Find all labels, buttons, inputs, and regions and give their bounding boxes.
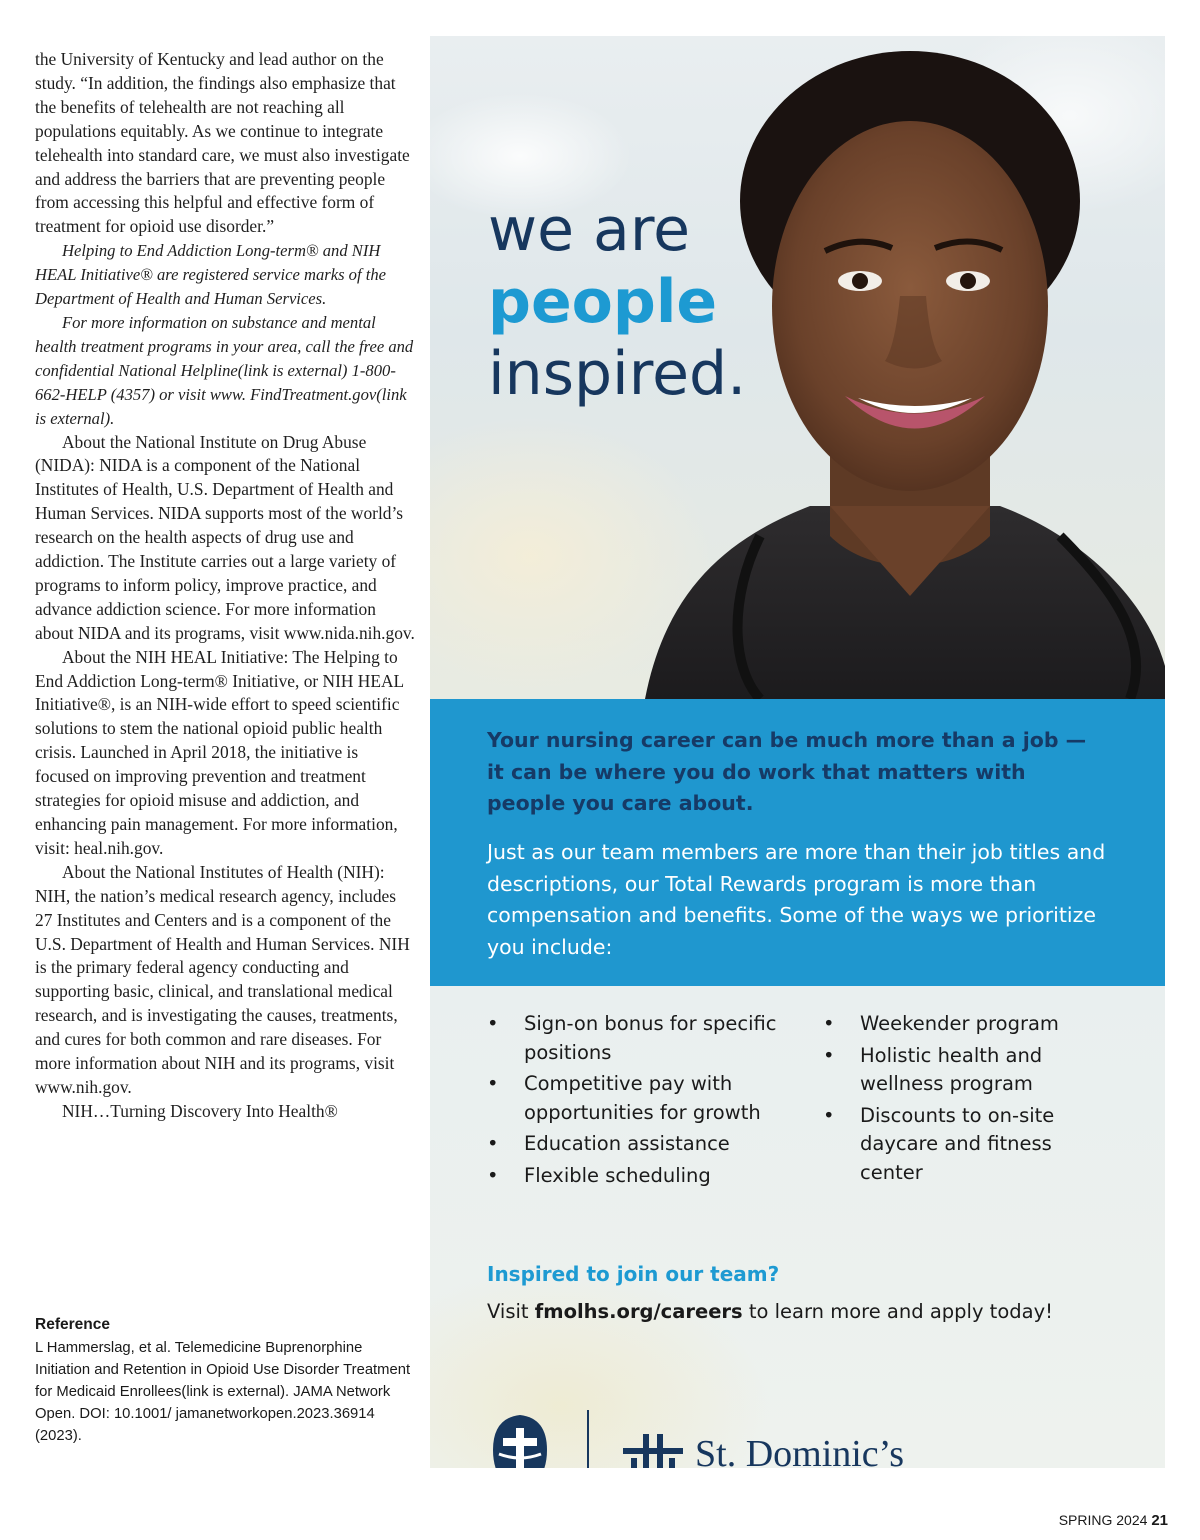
issue-label: SPRING 2024	[1058, 1512, 1148, 1528]
nih-slogan: NIH…Turning Discovery Into Health®	[62, 1100, 338, 1121]
tagline-line-1: we are	[488, 195, 691, 265]
benefits-list-left	[487, 1010, 777, 1193]
benefit-item: • Education assistance	[487, 1130, 777, 1159]
fmolhs-cross-logo-icon	[485, 1410, 555, 1468]
nurse-photo	[430, 36, 1165, 699]
total-rewards-text: Just as our team members are more than their job titles and descriptions, our Total Rewards program is more than compensation and benefits. Some of the ways we prioritize you include:	[487, 840, 1106, 959]
career-headline: Your nursing career can be much more than a job — it can be where you do work that matters with people you care about.	[487, 728, 1087, 815]
ad-tagline	[488, 194, 746, 410]
reference-title: Reference	[35, 1316, 110, 1333]
page-footer	[1059, 1512, 1168, 1529]
benefits-section	[430, 986, 1165, 1468]
helpline-note: For more information on substance and mental health treatment programs in your area, call the free and confidential National Helpline(link is external) 1-800-662-HELP (4357) or visit www. FindTreatment.gov(link is external).	[35, 312, 414, 428]
benefit-item: • Flexible scheduling	[487, 1162, 777, 1191]
st-dominics-mark-icon	[621, 1432, 685, 1468]
benefit-item: • Sign-on bonus for specific positions	[487, 1012, 777, 1064]
article-column	[35, 48, 415, 1124]
benefits-list-right	[823, 1010, 1073, 1190]
reference-text: L Hammerslag, et al. Telemedicine Buprenorphine Initiation and Retention in Opioid Use Disorder Treatment for Medicaid Enrollees(link is external). JAMA Network Open. DOI: 10.1001/ jamanetworkopen.2023.36914 (2023).	[35, 1340, 411, 1444]
careers-link[interactable]: fmolhs.org/careers	[534, 1300, 743, 1323]
benefit-item: • Holistic health and wellness program	[823, 1043, 1043, 1095]
bullet-icon: •	[487, 1132, 499, 1155]
reference-block	[35, 1314, 420, 1447]
cta-line: Visit fmolhs.org/careers to learn more and apply today!	[487, 1300, 1053, 1323]
bullet-icon: •	[487, 1012, 499, 1035]
bullet-icon: •	[823, 1043, 835, 1067]
career-message-band	[430, 699, 1165, 986]
page-number: 21	[1151, 1512, 1168, 1529]
benefit-item: • Competitive pay with opportunities for growth	[487, 1072, 761, 1124]
about-heal-paragraph: About the NIH HEAL Initiative: The Helping to End Addiction Long-term® Initiative, or NIH HEAL Initiative®, is an NIH-wide effort to speed scientific solutions to stem the national opioid public health crisis. Launched in April 2018, the initiative is focused on improving prevention and treatment strategies for opioid misuse and addiction, and enhancing pain management. For more information, visit: heal.nih.gov.	[35, 646, 404, 858]
cta-heading: Inspired to join our team?	[487, 1262, 780, 1286]
st-dominics-wordmark: St. Dominic’s	[695, 1433, 905, 1468]
bullet-icon: •	[823, 1012, 835, 1035]
about-nih-paragraph: About the National Institutes of Health (NIH): NIH, the nation’s medical research agency, includes 27 Institutes and Centers and is a component of the U.S. Department of Health and Human Services. NIH is the primary federal agency conducting and supporting basic, clinical, and translational medical research, and is investigating the causes, treatments, and cures for both common and rare diseases. For more information about NIH and its programs, visit www.nih.gov.	[35, 861, 410, 1097]
tagline-line-2: people	[488, 267, 718, 337]
benefit-item: • Weekender program	[823, 1010, 1073, 1039]
bullet-icon: •	[823, 1103, 835, 1127]
article-paragraph: the University of Kentucky and lead author on the study. “In addition, the findings also emphasize that the benefits of telehealth are not reaching all populations equitably. As we continue to integrate telehealth into standard care, we must also investigate and address the barriers that are preventing people from accessing this helpful and effective form of treatment for opioid use disorder.”	[35, 49, 410, 237]
bullet-icon: •	[487, 1072, 499, 1095]
service-mark-note: Helping to End Addiction Long-term® and NIH HEAL Initiative® are registered service marks of the Department of Health and Human Services.	[35, 241, 387, 309]
tagline-line-3: inspired.	[488, 339, 747, 409]
about-nida-paragraph: About the National Institute on Drug Abuse (NIDA): NIDA is a component of the National Institutes of Health, U.S. Department of Health and Human Services. NIDA supports most of the world’s research on the health aspects of drug use and addiction. The Institute carries out a large variety of programs to inform policy, improve practice, and advance addiction science. For more information about NIDA and its programs, visit www.nida.nih.gov.	[35, 431, 415, 643]
bullet-icon: •	[487, 1163, 499, 1187]
benefit-item: • Discounts to on-site daycare and fitness center	[823, 1103, 1055, 1184]
recruitment-ad	[430, 36, 1165, 1468]
logo-divider	[587, 1410, 589, 1468]
